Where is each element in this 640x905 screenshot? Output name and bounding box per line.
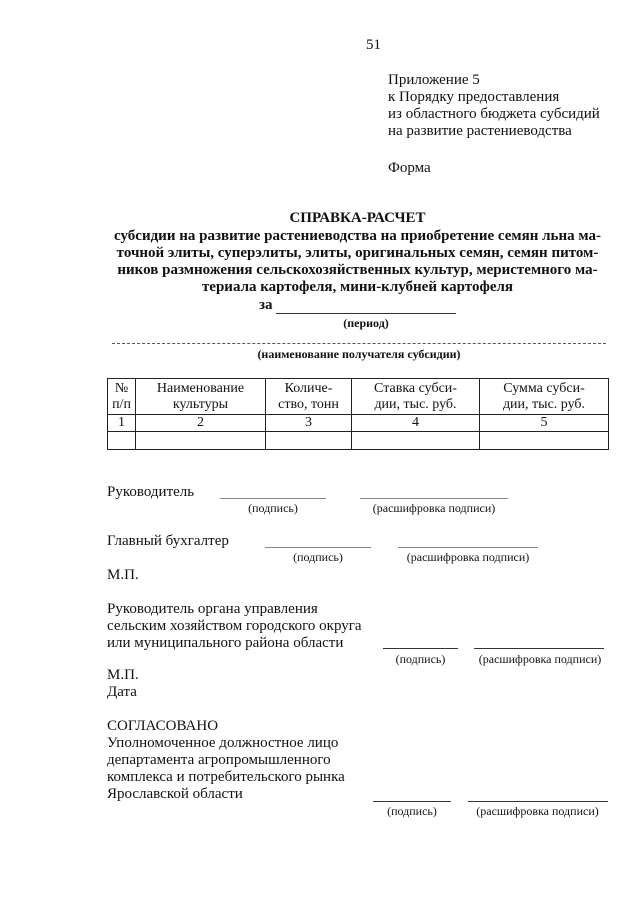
header-text: №	[114, 380, 129, 396]
head-sign-caption: (подпись)	[248, 501, 298, 515]
approval-signature-line	[373, 801, 451, 802]
appendix-line: к Порядку предоставления	[388, 89, 560, 105]
accountant-sign-caption: (подпись)	[293, 550, 343, 564]
page-number: 51	[366, 37, 381, 53]
subtitle-line: субсидии на развитие растениеводства на приобретение семян льна ма-	[114, 228, 601, 244]
header-text: п/п	[112, 396, 131, 412]
period-caption: (период)	[343, 316, 389, 330]
approval-sign-caption: (подпись)	[387, 804, 437, 818]
header-cell-crop	[136, 379, 266, 415]
accountant-signature-line	[265, 547, 371, 548]
table-cell: 5	[480, 415, 609, 432]
header-text: ство, тонн	[278, 396, 339, 412]
authority-line: Руководитель органа управления	[107, 601, 318, 617]
table-cell	[266, 432, 352, 450]
date-label: Дата	[107, 684, 137, 700]
authority-sign-caption: (подпись)	[395, 652, 446, 666]
approval-line: Уполномоченное должностное лицо	[107, 735, 339, 751]
accountant-decode-caption: (расшифровка подписи)	[406, 550, 530, 564]
form-label: Форма	[388, 160, 431, 176]
accountant-decode-line	[398, 547, 538, 548]
head-decode-caption: (расшифровка подписи)	[372, 501, 496, 515]
head-decode-line	[360, 498, 508, 499]
authority-decode-caption: (расшифровка подписи)	[478, 652, 602, 666]
appendix-line: Приложение 5	[388, 72, 480, 88]
approval-line: Ярославской области	[107, 786, 243, 802]
approval-line: комплекса и потребительского рынка	[107, 769, 345, 785]
header-text: Наименование	[156, 380, 245, 396]
table-header-row	[108, 379, 609, 415]
authority-line: сельским хозяйством городского округа	[107, 618, 362, 634]
header-text: Сумма субси-	[503, 380, 585, 396]
table-numbering-row	[108, 415, 609, 432]
subtitle-line: ников размножения сельскохозяйственных культур, меристемного ма-	[117, 262, 598, 278]
header-text: дии, тыс. руб.	[374, 396, 457, 412]
table-cell: 4	[352, 415, 480, 432]
header-text: дии, тыс. руб.	[502, 396, 586, 412]
stamp-place: М.П.	[107, 567, 139, 583]
subtitle-line: териала картофеля, мини-клубней картофеля	[201, 279, 514, 295]
header-text: Ставка субси-	[374, 380, 457, 396]
table-cell: 3	[266, 415, 352, 432]
accountant-label: Главный бухгалтер	[107, 533, 229, 549]
header-cell-number	[108, 379, 136, 415]
header-cell-amount	[480, 379, 609, 415]
recipient-field-line	[112, 343, 606, 344]
subtitle-line: точной элиты, суперэлиты, элиты, оригинальных семян, семян питом-	[116, 245, 599, 261]
appendix-line: из областного бюджета субсидий	[388, 106, 600, 122]
table-cell	[480, 432, 609, 450]
header-text: Количе-	[284, 380, 333, 396]
table-cell: 2	[136, 415, 266, 432]
header-cell-quantity	[266, 379, 352, 415]
header-text: культуры	[172, 396, 229, 412]
table-cell	[352, 432, 480, 450]
table-row	[108, 432, 609, 450]
period-prefix: за	[259, 297, 273, 313]
authority-line: или муниципального района области	[107, 635, 344, 651]
table-cell	[136, 432, 266, 450]
head-label: Руководитель	[107, 484, 195, 500]
recipient-caption: (наименование получателя субсидии)	[257, 347, 461, 361]
document-heading: СПРАВКА-РАСЧЕТ	[289, 210, 426, 226]
approval-decode-line	[468, 801, 608, 802]
period-field-line	[276, 313, 456, 314]
header-cell-rate	[352, 379, 480, 415]
table-cell: 1	[108, 415, 136, 432]
appendix-line: на развитие растениеводства	[388, 123, 572, 139]
approval-decode-caption: (расшифровка подписи)	[476, 804, 599, 818]
stamp-place: М.П.	[107, 667, 139, 683]
subsidy-table	[107, 378, 609, 450]
authority-decode-line	[474, 648, 604, 649]
authority-signature-line	[383, 648, 458, 649]
approval-heading: СОГЛАСОВАНО	[107, 718, 219, 734]
table-cell	[108, 432, 136, 450]
head-signature-line	[220, 498, 326, 499]
approval-line: департамента агропромышленного	[107, 752, 331, 768]
